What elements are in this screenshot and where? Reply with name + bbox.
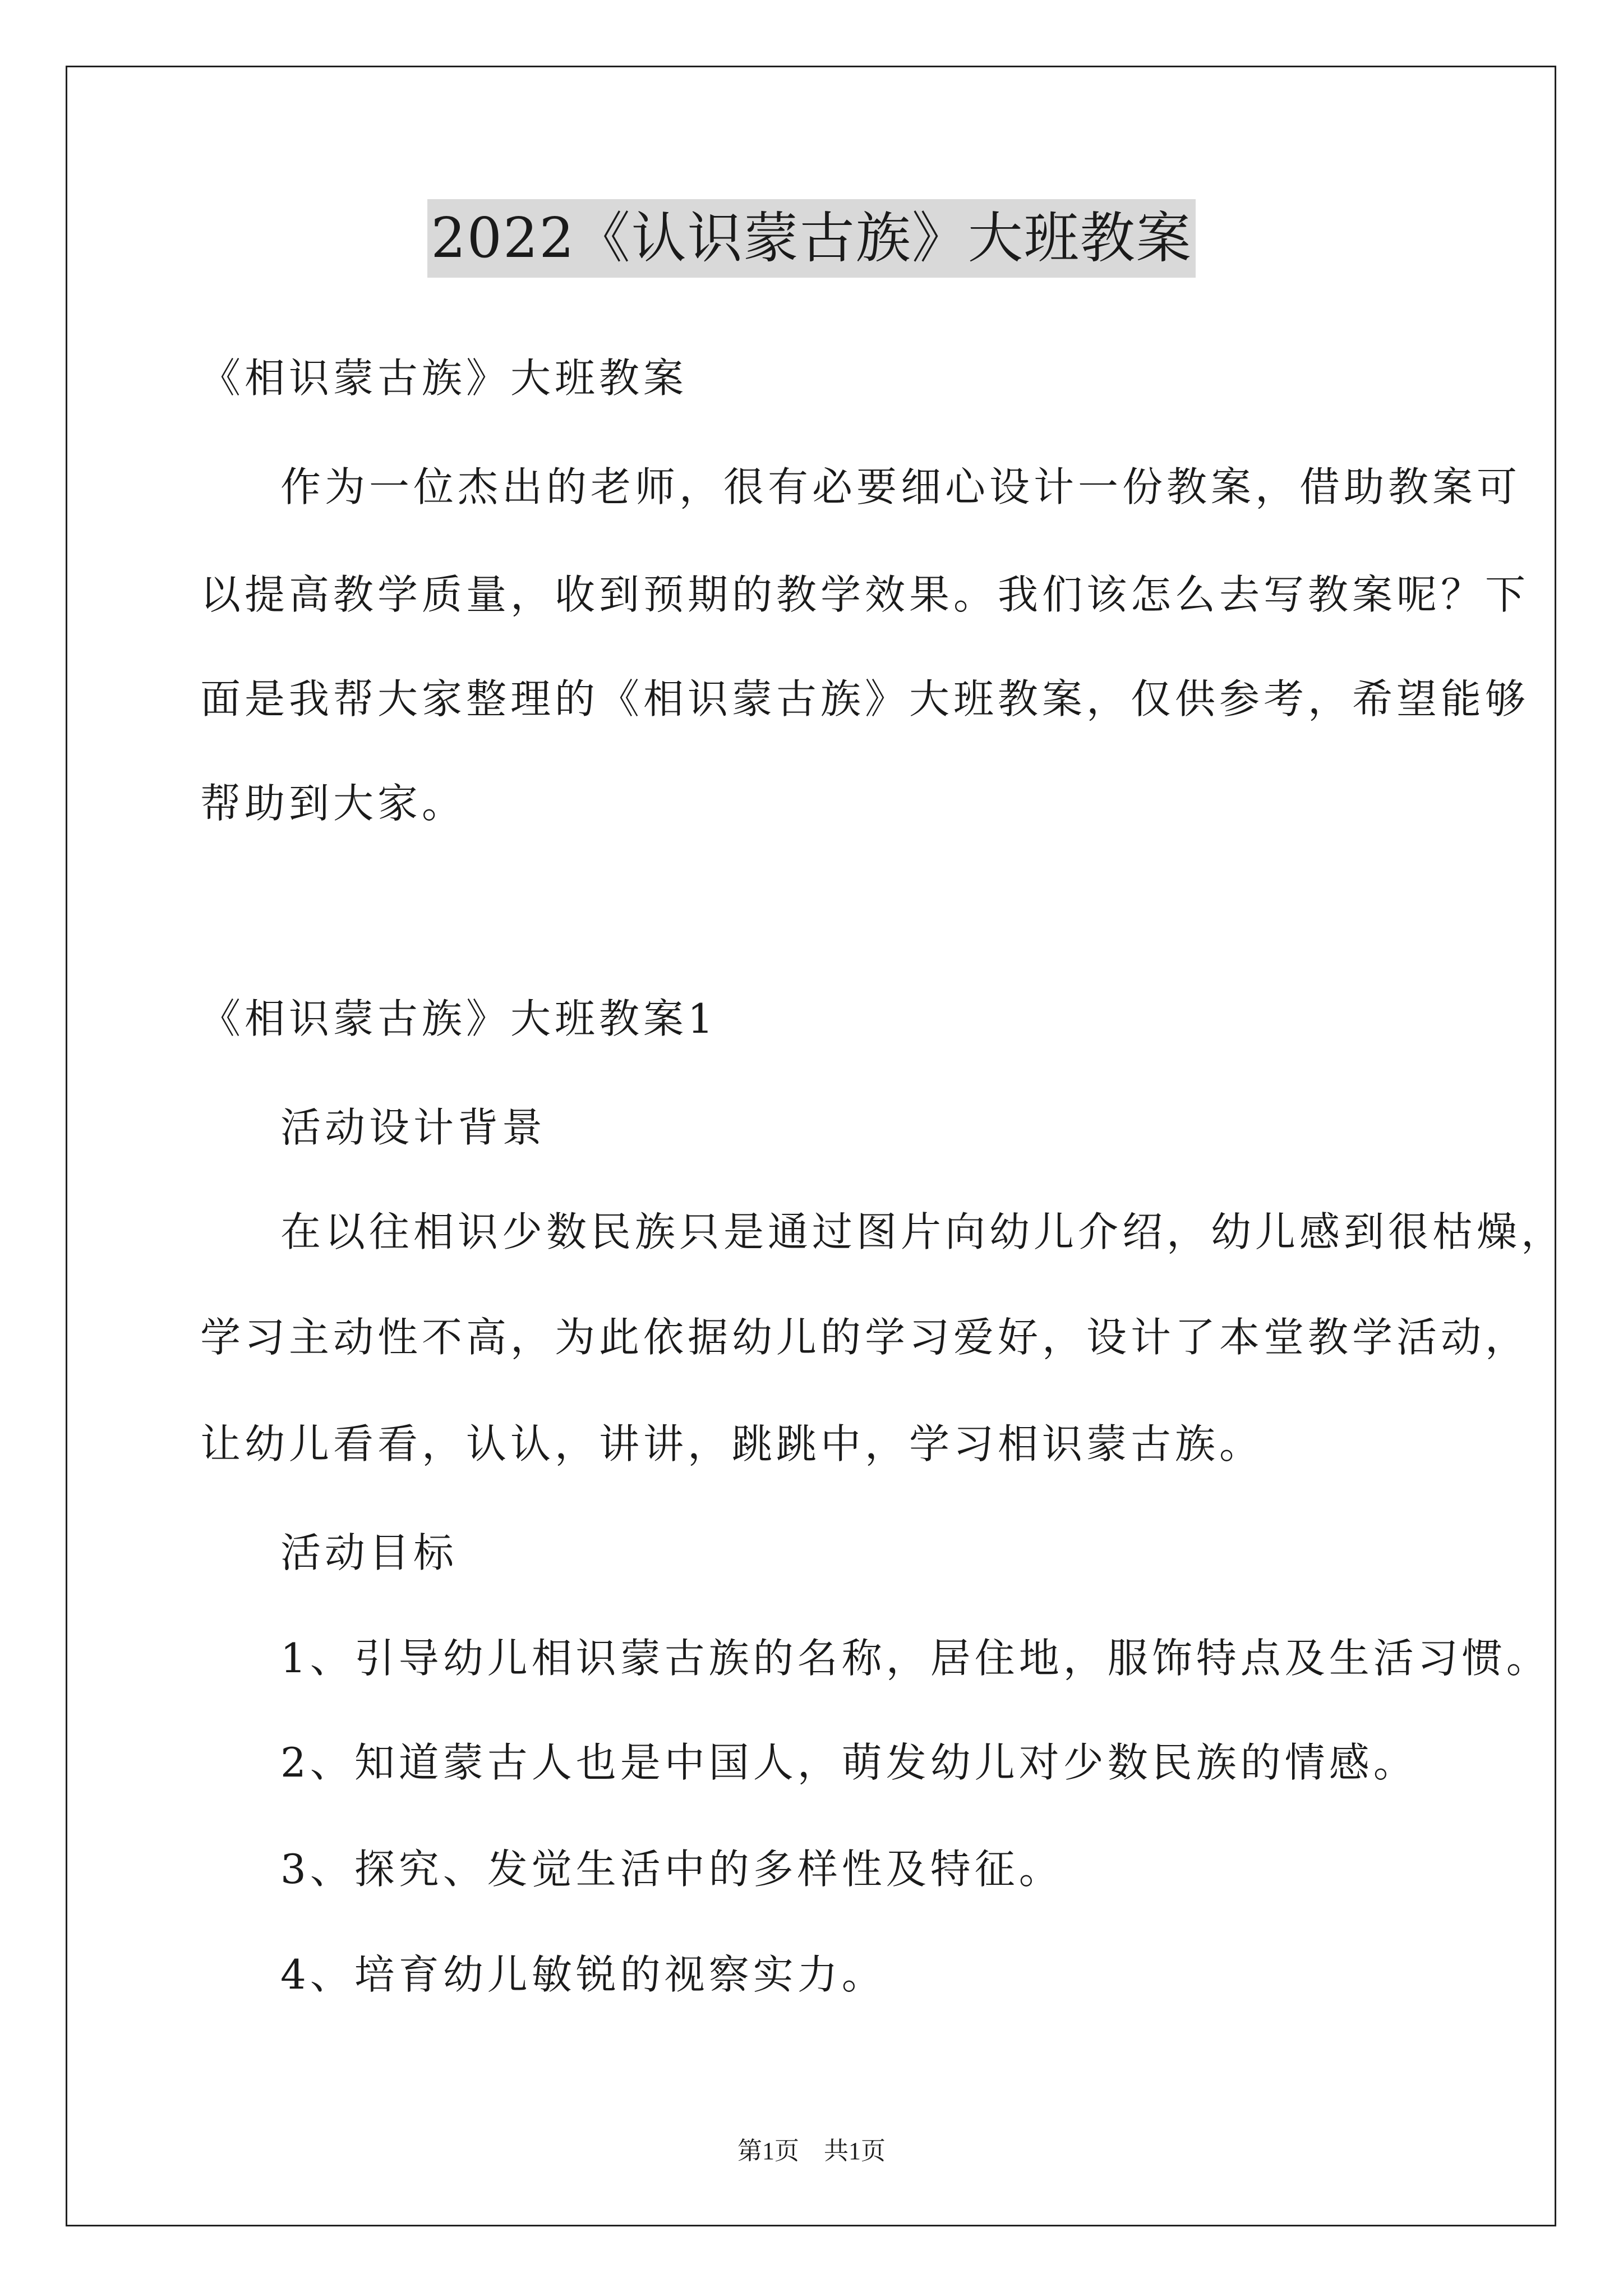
subtitle-line: 《相识蒙古族》大班教案 <box>200 355 688 402</box>
title-container <box>0 199 1623 278</box>
paragraph-line: 帮助到大家。 <box>200 780 467 827</box>
page-footer: 第1页 共1页 <box>737 2137 886 2165</box>
paragraph-line: 让幼儿看看，认认，讲讲，跳跳中，学习相识蒙古族。 <box>200 1420 1264 1467</box>
section-subheading: 活动设计背景 <box>280 1104 547 1151</box>
paragraph-line: 作为一位杰出的老师，很有必要细心设计一份教案，借助教案可 <box>280 463 1521 510</box>
list-item: 3、探究、发觉生活中的多样性及特征。 <box>280 1846 1063 1893</box>
list-item: 2、知道蒙古人也是中国人，萌发幼儿对少数民族的情感。 <box>280 1739 1418 1786</box>
section-heading: 《相识蒙古族》大班教案1 <box>200 995 717 1042</box>
document-title: 2022《认识蒙古族》大班教案 <box>427 199 1195 278</box>
paragraph-line: 面是我帮大家整理的《相识蒙古族》大班教案，仅供参考，希望能够 <box>200 675 1530 723</box>
paragraph-line: 在以往相识少数民族只是通过图片向幼儿介绍，幼儿感到很枯燥， <box>280 1208 1566 1255</box>
paragraph-line: 以提高教学质量，收到预期的教学效果。我们该怎么去写教案呢？下 <box>200 571 1530 618</box>
section-subheading: 活动目标 <box>280 1529 458 1576</box>
list-item: 4、培育幼儿敏锐的视察实力。 <box>280 1951 886 1998</box>
paragraph-line: 学习主动性不高，为此依据幼儿的学习爱好，设计了本堂教学活动， <box>200 1314 1530 1361</box>
list-item: 1、引导幼儿相识蒙古族的名称，居住地，服饰特点及生活习惯。 <box>280 1635 1551 1682</box>
